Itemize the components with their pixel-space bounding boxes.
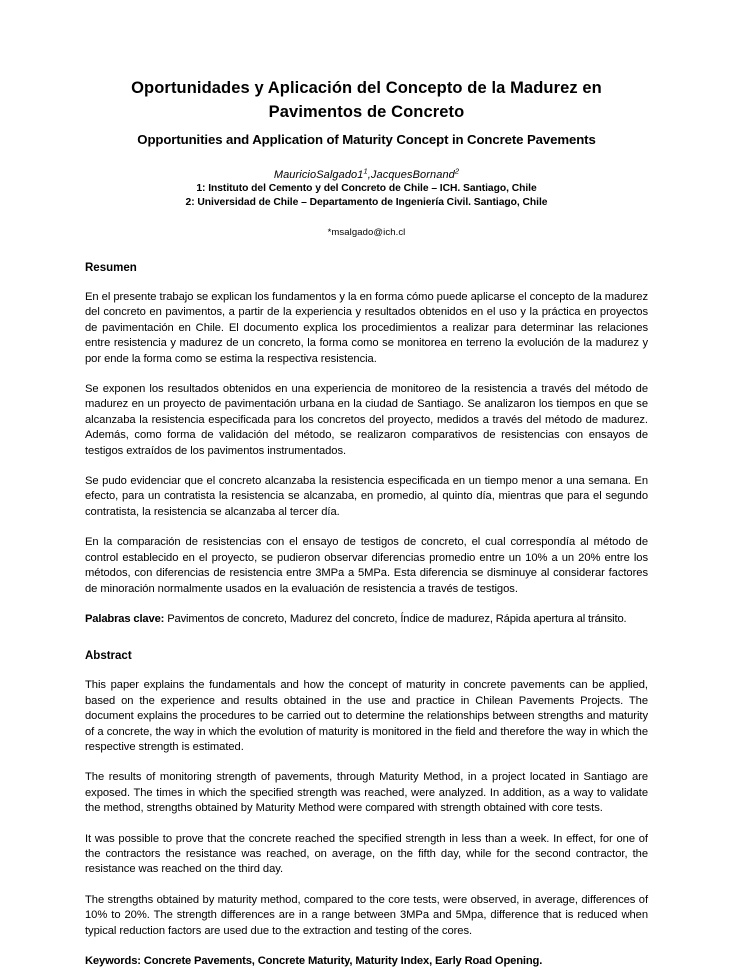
resumen-paragraph-4: En la comparación de resistencias con el ensayo de testigos de concreto, el cual correspondía al método de control establecido en el proyecto, se pudieron observar diferencias promedio entre un 10% a un 20% entre los métodos, con diferencias de resistencia entre 3MPa a 5MPa. Esta diferencia se disminuye al considerar factores de minoración normalmente usados en la evaluación de resistencia a través de testigos.	[85, 536, 648, 595]
abstract-paragraph-4: The strengths obtained by maturity method, compared to the core tests, were observed, in average, differences of 10% to 20%. The strength differences are in a range between 3MPa and 5Mpa, difference that is reduced when typical reduction factors are used due to the extraction and testing of the cores.	[85, 893, 648, 937]
title-block	[85, 0, 648, 149]
author-separator: ,	[367, 169, 371, 181]
corresponding-email[interactable]: *msalgado@ich.cl	[327, 227, 406, 238]
section-heading-resumen: Resumen	[85, 262, 137, 274]
affiliation-2: 2: Universidad de Chile – Departamento de Ingeniería Civil. Santiago, Chile	[185, 197, 548, 208]
authors-block	[85, 168, 648, 239]
palabras-clave-label: Palabras clave:	[85, 612, 165, 625]
author-affiliation-marker-1: 1	[363, 166, 368, 176]
author-line	[85, 168, 648, 182]
author-name-2: JacquesBornand	[370, 169, 455, 181]
abstract-paragraph-2: The results of monitoring strength of pavements, through Maturity Method, in a project located in Santiago are exposed. The times in which the specified strength was reached, were analyzed. In addition, as a way to validate the method, strengths obtained by Maturity Method were compared with strength obtained with core tests.	[85, 771, 648, 815]
author-affiliation-marker-2: 2	[454, 166, 460, 176]
keywords-line: Keywords: Concrete Pavements, Concrete Maturity, Maturity Index, Early Road Opening.	[85, 955, 543, 967]
palabras-clave-line	[85, 612, 648, 627]
paper-subtitle-english: Opportunities and Application of Maturity Concept in Concrete Pavements	[137, 132, 596, 147]
section-heading-abstract: Abstract	[85, 650, 132, 663]
affiliation-1: 1: Instituto del Cemento y del Concreto de Chile – ICH. Santiago, Chile	[196, 183, 537, 194]
resumen-paragraph-1: En el presente trabajo se explican los fundamentos y la en forma cómo puede aplicarse el concepto de la madurez del concreto en pavimentos, a partir de la experiencia y resultados obtenidos en el uso y la práctica en proyectos de pavimentación en Chile. El documento explica los procedimientos a realizar para determinar las relaciones entre resistencia y madurez de un concreto, la forma como se monitorea en terreno la evolución de la madurez y por ende la forma como se estima la respectiva resistencia.	[85, 291, 648, 365]
resumen-paragraph-2: Se exponen los resultados obtenidos en una experiencia de monitoreo de la resistencia a través del método de madurez en un proyecto de pavimentación urbana en la ciudad de Santiago. Se analizaron los tiempos en que se alcanzaba la resistencia especificada para los concretos del proyecto, medidos a través del método de madurez. Además, como forma de validación del método, se realizaron comparativos de resistencias con ensayos de testigos extraídos de los pavimentos instrumentados.	[85, 383, 648, 457]
resumen-paragraph-3: Se pudo evidenciar que el concreto alcanzaba la resistencia especificada en un tiempo menor a una semana. En efecto, para un contratista la resistencia se alcanzaba, en promedio, al quinto día, mientras que para el segundo contratista, la resistencia se alcanzaba al tercer día.	[85, 475, 648, 518]
abstract-paragraph-1: This paper explains the fundamentals and how the concept of maturity in concrete pavements can be applied, based on the experience and results obtained in the use and practice in Chilean Pavements Projects. The document explains the procedures to be carried out to determine the relationships between strengths and maturity of a concrete, the way in which the evolution of maturity is monitored in the field and therefore the way in which the respective strength is estimated.	[85, 679, 648, 753]
document-content	[85, 0, 648, 969]
author-name-1: MauricioSalgado1	[273, 169, 364, 181]
abstract-paragraph-3: It was possible to prove that the concrete reached the specified strength in less than a week. In effect, for one of the contractors the resistance was reached, on average, on the fifth day, while for the second contractor, the resistance was reached on the third day.	[85, 832, 648, 876]
palabras-clave-value: Pavimentos de concreto, Madurez del concreto, Índice de madurez, Rápida apertura al tránsito.	[164, 612, 627, 625]
paper-title: Oportunidades y Aplicación del Concepto de la Madurez en Pavimentos de Concreto	[131, 79, 602, 121]
